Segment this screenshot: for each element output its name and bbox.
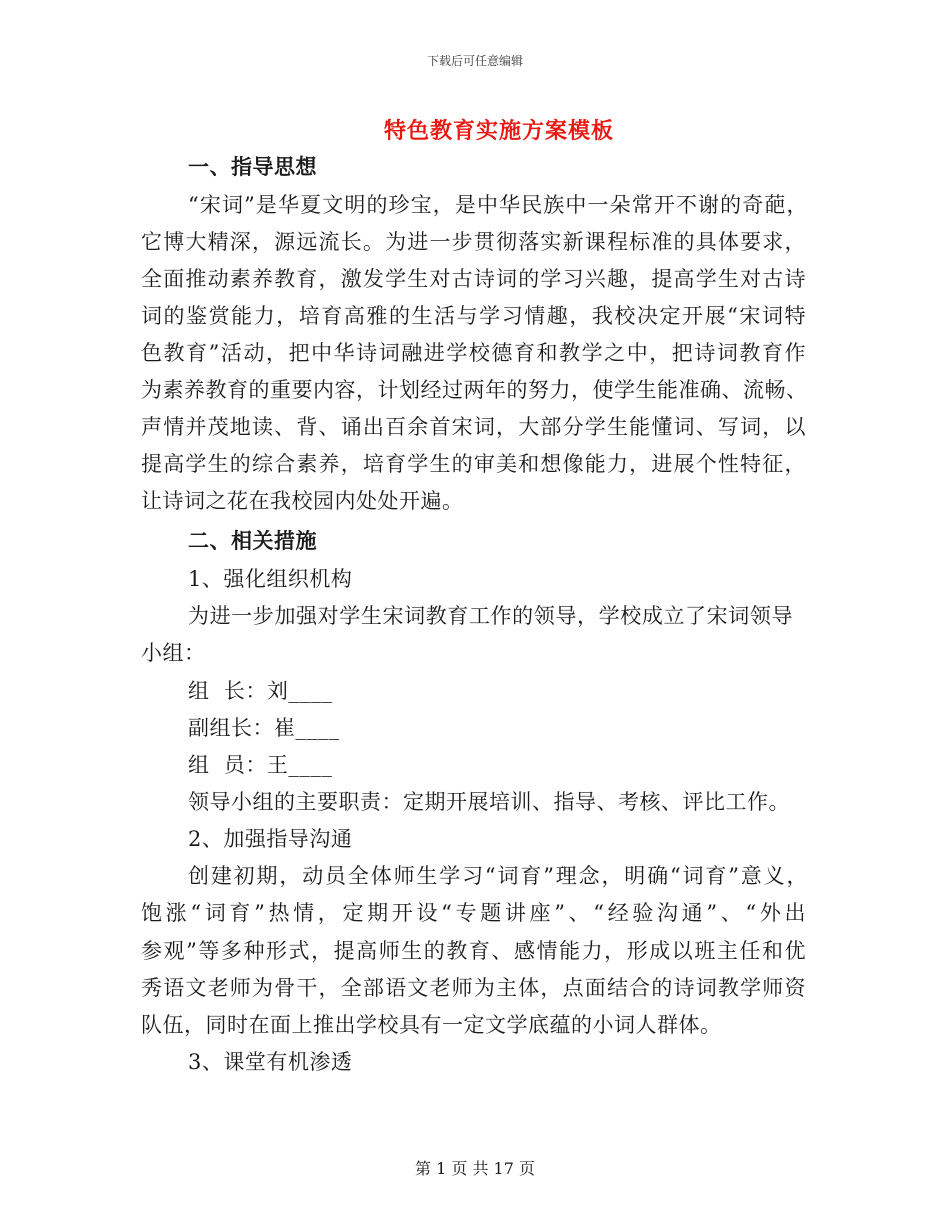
paragraph-line: 为进一步加强对学生宋词教育工作的领导，学校成立了宋词领导 (188, 604, 793, 628)
subsection-heading-organization: 1、强化组织机构 (188, 567, 353, 591)
duty-statement: 领导小组的主要职责：定期开展培训、指导、考核、评比工作。 (188, 790, 790, 814)
paragraph-line: 小组： (141, 641, 206, 665)
paragraph-line: 色教育”活动，把中华诗词融进学校德育和教学之中，把诗词教育作 (141, 341, 806, 365)
subsection-heading-classroom: 3、课堂有机渗透 (188, 1050, 353, 1074)
paragraph-line: 秀语文老师为骨干，全部语文老师为主体，点面结合的诗词教学师资 (141, 976, 806, 1000)
paragraph-line: 为素养教育的重要内容，计划经过两年的努力，使学生能准确、流畅、 (141, 378, 808, 402)
paragraph-line: 参观”等多种形式，提高师生的教育、感情能力，形成以班主任和优 (141, 939, 806, 963)
paragraph-line: 它博大精深，源远流长。为进一步贯彻落实新课程标准的具体要求， (141, 230, 806, 254)
page-title: 特色教育实施方案模板 (383, 119, 614, 144)
section-heading-measures: 二、相关措施 (188, 529, 317, 553)
member-leader: 组 长：刘____ (188, 679, 333, 703)
paragraph-line: 创建初期，动员全体师生学习“词育”理念，明确“词育”意义， (188, 864, 808, 888)
page-number-footer: 第 1 页 共 17 页 (415, 1159, 535, 1178)
section-heading-guiding-ideology: 一、指导思想 (188, 155, 317, 179)
paragraph-line: 让诗词之花在我校园内处处开遍。 (141, 489, 464, 513)
paragraph-line: 全面推动素养教育，激发学生对古诗词的学习兴趣，提高学生对古诗 (141, 267, 806, 291)
paragraph-line: 词的鉴赏能力，培育高雅的生活与学习情趣，我校决定开展“宋词特 (141, 304, 806, 328)
paragraph-line: “宋词”是华夏文明的珍宝，是中华民族中一朵常开不谢的奇葩， (188, 193, 808, 217)
member-member: 组 员：王____ (188, 753, 333, 777)
paragraph-line: 队伍，同时在面上推出学校具有一定文学底蕴的小词人群体。 (141, 1013, 722, 1037)
paragraph-line: 饱涨“词育”热情，定期开设“专题讲座”、“经验沟通”、“外出 (141, 901, 806, 925)
header-note: 下载后可任意编辑 (426, 54, 523, 68)
paragraph-line: 提高学生的综合素养，培育学生的审美和想像能力，进展个性特征， (141, 452, 806, 476)
member-deputy-leader: 副组长：崔____ (188, 716, 340, 740)
paragraph-line: 声情并茂地读、背、诵出百余首宋词，大部分学生能懂词、写词，以 (141, 415, 806, 439)
subsection-heading-guidance: 2、加强指导沟通 (188, 827, 353, 851)
